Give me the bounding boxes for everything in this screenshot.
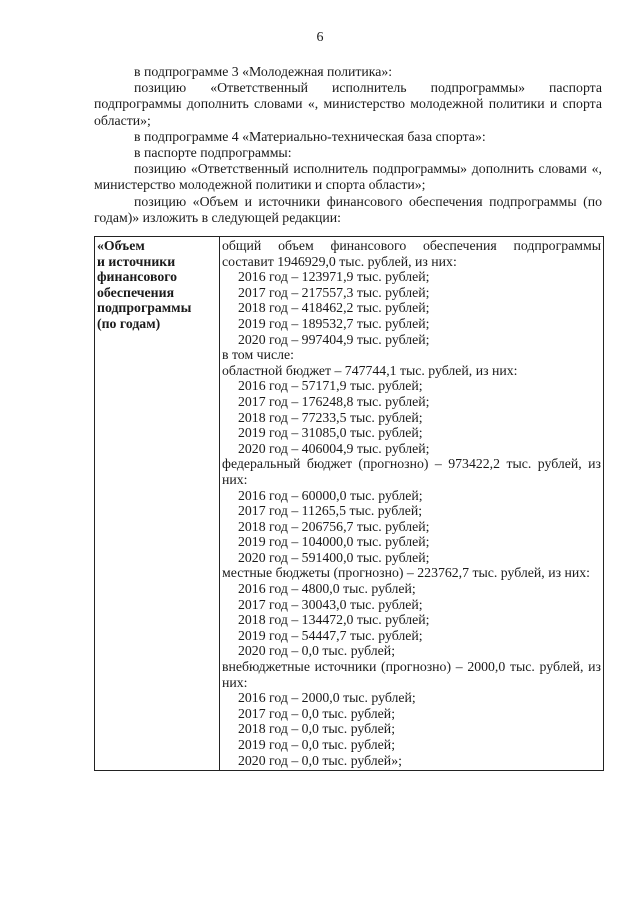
year-amount-line: 2016 год – 60000,0 тыс. рублей; bbox=[238, 487, 423, 503]
intro-paragraph: в подпрограмме 3 «Молодежная политика»: bbox=[134, 64, 393, 79]
year-amount-line: 2016 год – 57171,9 тыс. рублей; bbox=[238, 378, 423, 394]
year-amount-line: 2019 год – 0,0 тыс. рублей; bbox=[238, 737, 396, 752]
year-amount-line: 2016 год – 2000,0 тыс. рублей; bbox=[238, 690, 416, 706]
header-line: подпрограммы bbox=[97, 300, 192, 316]
header-line: обеспечения bbox=[97, 284, 175, 300]
year-amount-line: 2016 год – 123971,9 тыс. рублей; bbox=[238, 269, 430, 285]
row-content-cell bbox=[220, 237, 604, 771]
page-number: 6 bbox=[316, 30, 324, 45]
content-line: внебюджетные источники (прогнозно) – 2000,0 тыс. рублей, из них: bbox=[222, 659, 601, 690]
intro-paragraph: в подпрограмме 4 «Материально-техническая база спорта»: bbox=[134, 128, 486, 144]
year-amount-line: 2016 год – 4800,0 тыс. рублей; bbox=[238, 581, 416, 597]
year-amount-line: 2017 год – 217557,3 тыс. рублей; bbox=[238, 284, 430, 300]
intro-paragraph: позицию «Ответственный исполнитель подпрограммы» паспорта подпрограммы дополнить словами «, министерство молодежной политики и спорта области»; bbox=[94, 80, 602, 128]
header-line: (по годам) bbox=[97, 315, 161, 331]
year-amount-line: 2020 год – 997404,9 тыс. рублей; bbox=[238, 331, 430, 347]
year-amount-line: 2018 год – 77233,5 тыс. рублей; bbox=[238, 409, 423, 425]
year-amount-line: 2020 год – 406004,9 тыс. рублей; bbox=[238, 440, 430, 456]
year-amount-line: 2020 год – 0,0 тыс. рублей; bbox=[238, 643, 396, 659]
year-amount-line: 2017 год – 11265,5 тыс. рублей; bbox=[238, 503, 423, 519]
year-amount-line: 2017 год – 176248,8 тыс. рублей; bbox=[238, 393, 430, 409]
year-amount-line: 2018 год – 0,0 тыс. рублей; bbox=[238, 721, 396, 737]
content-line: федеральный бюджет (прогнозно) – 973422,2 тыс. рублей, из них: bbox=[222, 456, 601, 487]
year-amount-line: 2019 год – 31085,0 тыс. рублей; bbox=[238, 425, 423, 441]
year-amount-line: 2017 год – 0,0 тыс. рублей; bbox=[238, 705, 396, 721]
content-line: местные бюджеты (прогнозно) – 223762,7 тыс. рублей, из них: bbox=[222, 565, 590, 581]
header-line: «Объем bbox=[97, 238, 145, 253]
content-line: областной бюджет – 747744,1 тыс. рублей, из них: bbox=[222, 362, 518, 378]
year-amount-line: 2017 год – 30043,0 тыс. рублей; bbox=[238, 596, 423, 612]
year-amount-line: 2020 год – 0,0 тыс. рублей»; bbox=[238, 752, 402, 768]
row-header-cell bbox=[95, 237, 220, 771]
header-line: и источники bbox=[97, 253, 176, 269]
year-amount-line: 2019 год – 104000,0 тыс. рублей; bbox=[238, 534, 430, 550]
header-line: финансового bbox=[97, 269, 178, 285]
content-line: в том числе: bbox=[222, 347, 294, 363]
intro-paragraph: позицию «Объем и источники финансового обеспечения подпрограммы (по годам)» изложить в следующей редакции: bbox=[94, 193, 602, 225]
year-amount-line: 2018 год – 134472,0 тыс. рублей; bbox=[238, 612, 430, 628]
intro-paragraph: в паспорте подпрограммы: bbox=[134, 145, 292, 161]
year-amount-line: 2018 год – 206756,7 тыс. рублей; bbox=[238, 518, 430, 534]
table-row bbox=[95, 237, 604, 771]
content-line: общий объем финансового обеспечения подпрограммы составит 1946929,0 тыс. рублей, из них: bbox=[222, 238, 601, 269]
financing-table bbox=[94, 236, 604, 771]
year-amount-line: 2019 год – 54447,7 тыс. рублей; bbox=[238, 627, 423, 643]
intro-paragraph: позицию «Ответственный исполнитель подпрограммы» дополнить словами «, министерство молодежной политики и спорта области»; bbox=[94, 161, 602, 193]
year-amount-line: 2020 год – 591400,0 тыс. рублей; bbox=[238, 549, 430, 565]
year-amount-line: 2019 год – 189532,7 тыс. рублей; bbox=[238, 315, 430, 331]
year-amount-line: 2018 год – 418462,2 тыс. рублей; bbox=[238, 300, 430, 316]
intro-text bbox=[94, 64, 602, 226]
